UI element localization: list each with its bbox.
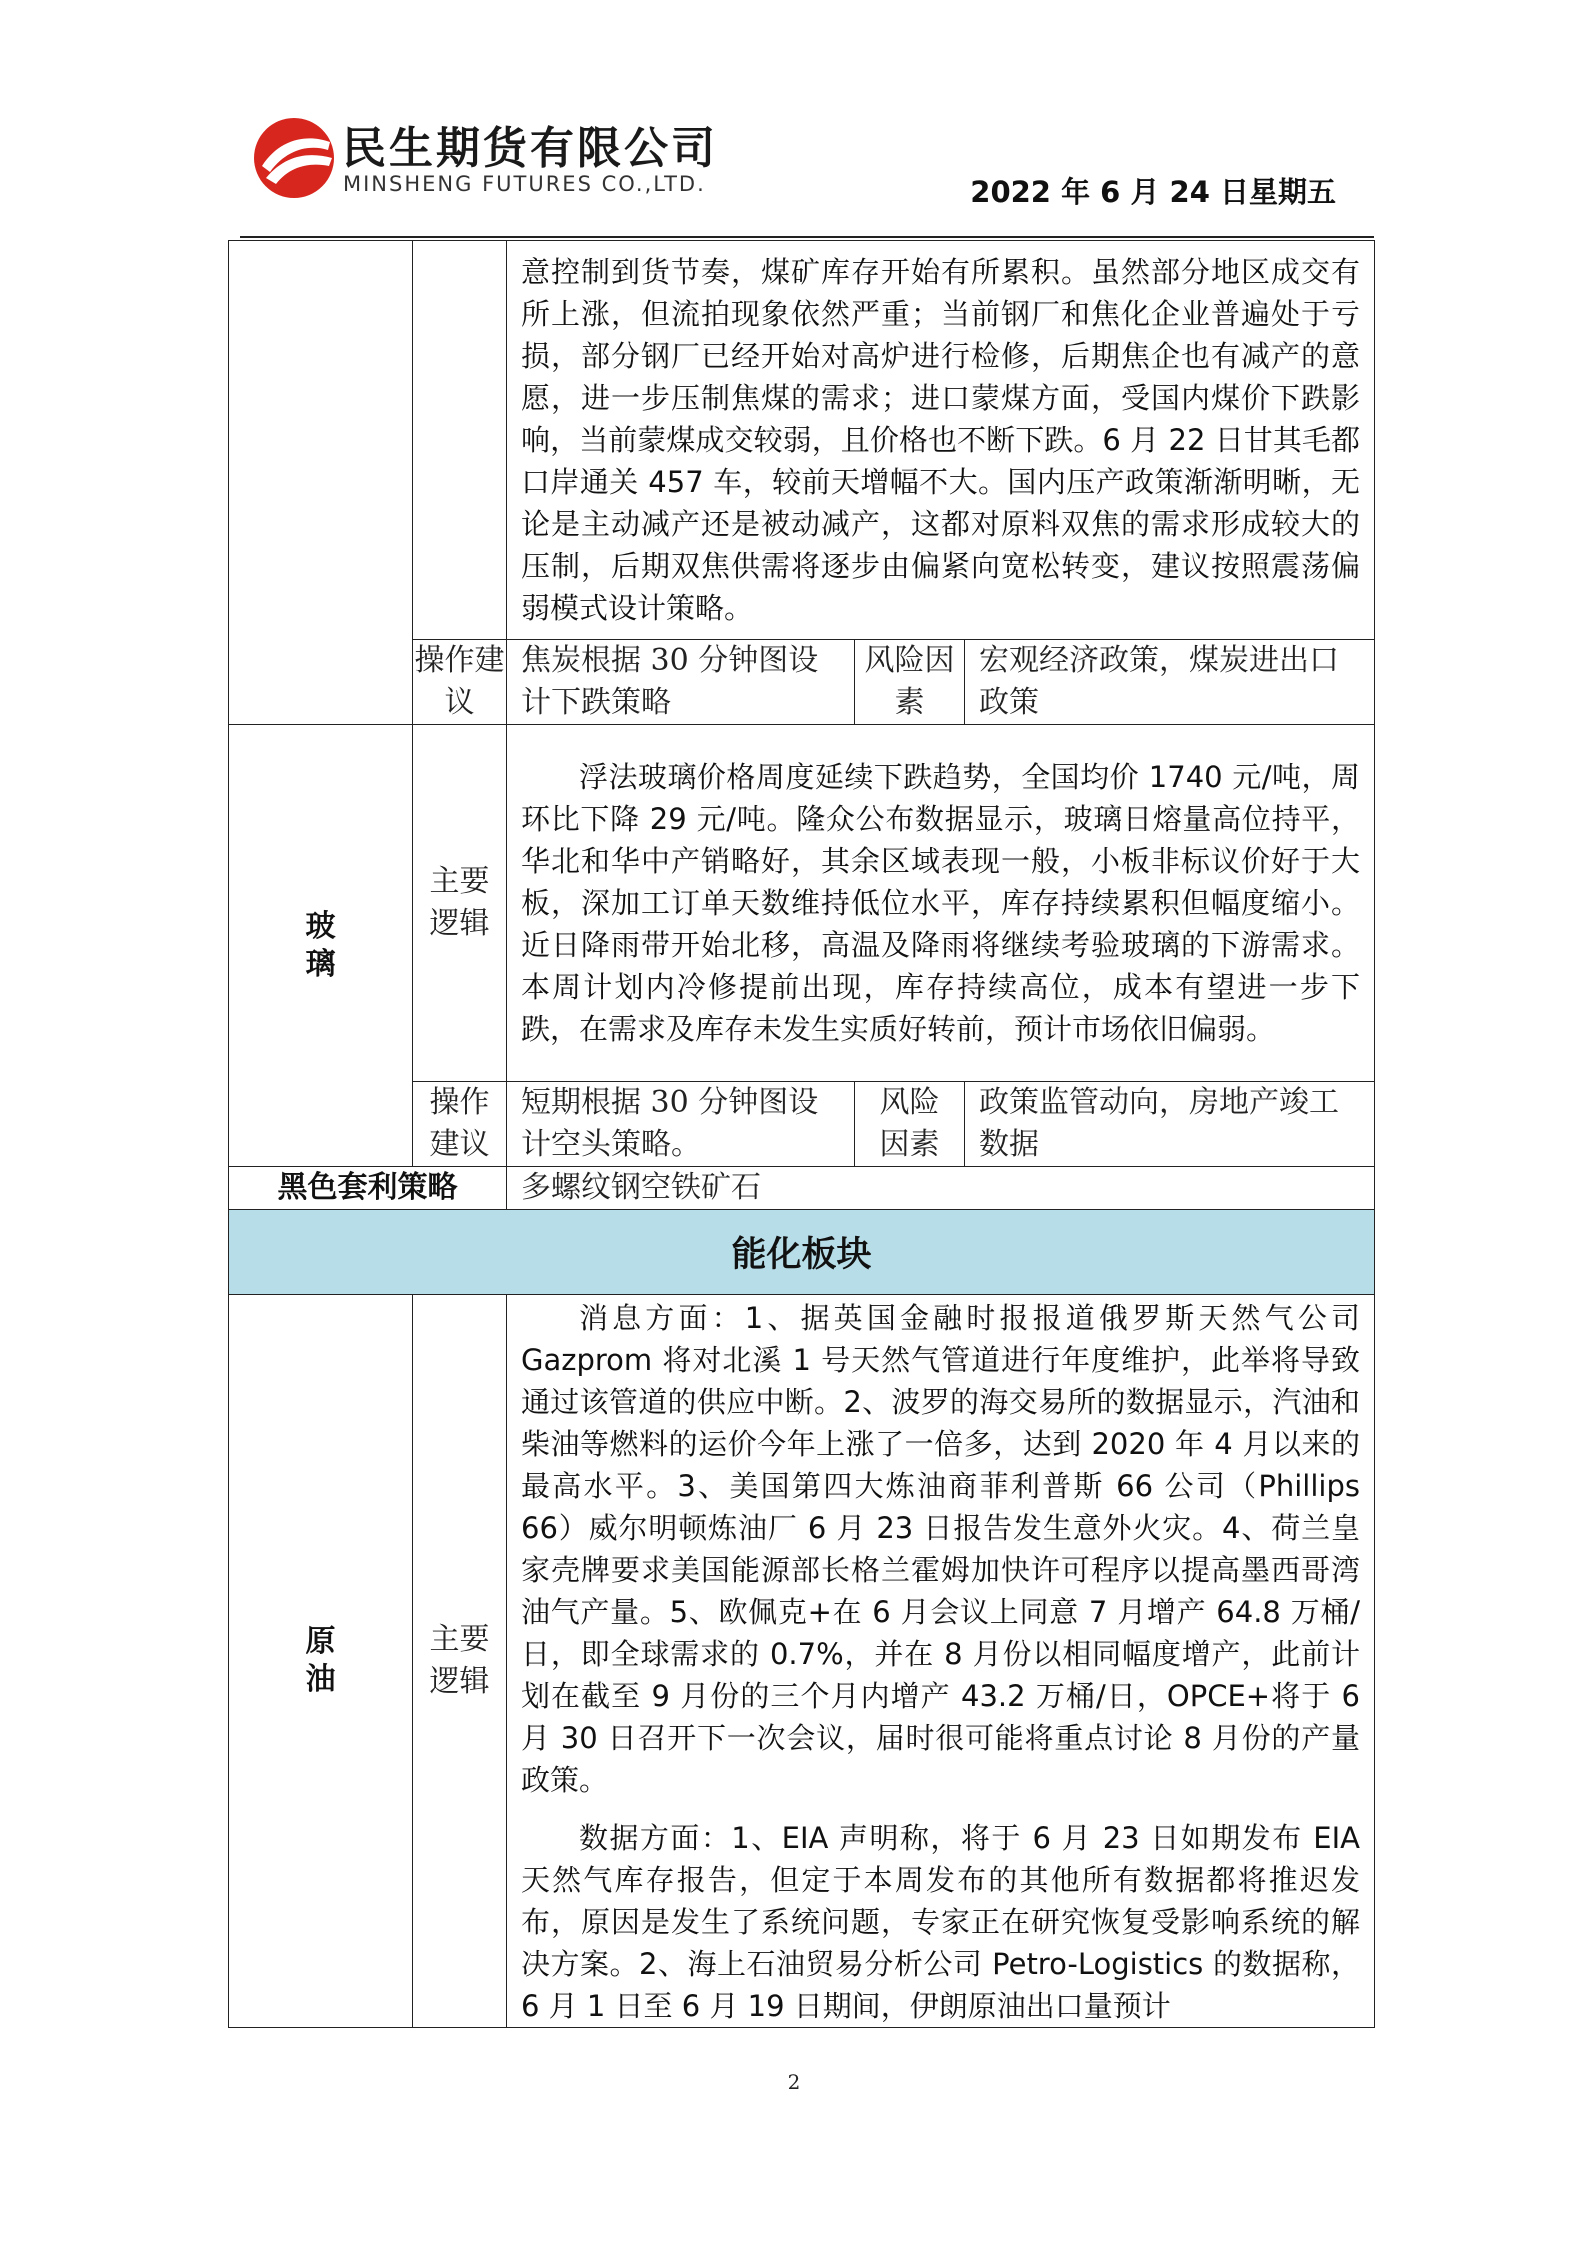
strategy-table bbox=[228, 240, 1375, 2028]
glass-logic-row bbox=[229, 725, 1375, 1082]
company-logo-icon bbox=[252, 116, 336, 200]
glass-name bbox=[229, 725, 413, 1167]
coke-name-cell bbox=[229, 241, 413, 725]
glass-name-text: 玻璃 bbox=[305, 908, 336, 982]
crude-data-text: 数据方面：1、EIA 声明称，将于 6 月 23 日如期发布 EIA 天然气库存报告，但定于本周发布的其他所有数据都将推迟发布，原因是发生了系统问题，专家正在研究恢复受影响系统的解决方案。2、海上石油贸易分析公司 Petro-Logistics 的数据称，6 月 1 日至 6 月 19 日期间，伊朗原油出口量预计 bbox=[521, 1821, 1360, 2023]
sector-header-row bbox=[229, 1210, 1375, 1295]
coke-logic-text: 意控制到货节奏，煤矿库存开始有所累积。虽然部分地区成交有所上涨，但流拍现象依然严重；当前钢厂和焦化企业普遍处于亏损，部分钢厂已经开始对高炉进行检修，后期焦企也有减产的意愿，进一步压制焦煤的需求；进口蒙煤方面，受国内煤价下跌影响，当前蒙煤成交较弱，且价格也不断下跌。6 月 22 日甘其毛都口岸通关 457 车，较前天增幅不大。国内压产政策渐渐明晰，无论是主动减产还是被动减产，这都对原料双焦的需求形成较大的压制，后期双焦供需将逐步由偏紧向宽松转变，建议按照震荡偏弱模式设计策略。 bbox=[521, 255, 1360, 625]
coke-logic-cell bbox=[507, 241, 1375, 640]
crude-logic-row bbox=[229, 1295, 1375, 2028]
arbitrage-row bbox=[229, 1167, 1375, 1210]
company-name-en: MINSHENG FUTURES CO.,LTD. bbox=[343, 172, 706, 196]
crude-name bbox=[229, 1295, 413, 2028]
coke-op-text: 焦炭根据 30 分钟图设计下跌策略 bbox=[507, 640, 855, 725]
coke-risk-text: 宏观经济政策，煤炭进出口政策 bbox=[965, 640, 1375, 725]
arbitrage-text: 多螺纹钢空铁矿石 bbox=[507, 1167, 1375, 1210]
coke-logic-row bbox=[229, 241, 1375, 640]
sector-title: 能化板块 bbox=[229, 1210, 1375, 1295]
crude-news-text: 消息方面：1、据英国金融时报报道俄罗斯天然气公司 Gazprom 将对北溪 1 号天然气管道进行年度维护，此举将导致通过该管道的供应中断。2、波罗的海交易所的数据显示，汽油和柴油等燃料的运价今年上涨了一倍多，达到 2020 年 4 月以来的最高水平。3、美国第四大炼油商菲利普斯 66 公司（Phillips 66）威尔明顿炼油厂 6 月 23 日报告发生意外火灾。4、荷兰皇家壳牌要求美国能源部长格兰霍姆加快许可程序以提高墨西哥湾油气产量。5、欧佩克+在 6 月会议上同意 7 月增产 64.8 万桶/日，即全球需求的 0.7%，并在 8 月份以相同幅度增产，此前计划在截至 9 月份的三个月内增产 43.2 万桶/日，OPCE+将于 6 月 30 日召开下一次会议，届时很可能将重点讨论 8 月份的产量政策。 bbox=[521, 1301, 1360, 1797]
header-divider bbox=[240, 236, 1374, 238]
page-number: 2 bbox=[787, 2070, 801, 2094]
glass-logic-cell bbox=[507, 725, 1375, 1082]
arbitrage-label: 黑色套利策略 bbox=[229, 1167, 507, 1210]
glass-risk-label bbox=[855, 1082, 965, 1167]
crude-logic-cell bbox=[507, 1295, 1375, 2028]
glass-logic-label bbox=[413, 725, 507, 1082]
glass-risk-text: 政策监管动向，房地产竣工数据 bbox=[965, 1082, 1375, 1167]
glass-op-label-text: 操作建议 bbox=[429, 1085, 490, 1162]
crude-name-text: 原油 bbox=[305, 1624, 336, 1697]
company-name-cn: 民生期货有限公司 bbox=[342, 123, 718, 174]
glass-op-text: 短期根据 30 分钟图设计空头策略。 bbox=[507, 1082, 855, 1167]
coke-op-label: 操作建议 bbox=[413, 640, 507, 725]
crude-logic-label-text: 主要逻辑 bbox=[429, 1622, 490, 1699]
glass-logic-text: 浮法玻璃价格周度延续下跌趋势，全国均价 1740 元/吨，周环比下降 29 元/吨。隆众公布数据显示，玻璃日熔量高位持平，华北和华中产销略好，其余区域表现一般，小板非标议价好于大板，深加工订单天数维持低位水平，库存持续累积但幅度缩小。近日降雨带开始北移，高温及降雨将继续考验玻璃的下游需求。本周计划内冷修提前出现，库存持续高位，成本有望进一步下跌，在需求及库存未发生实质好转前，预计市场依旧偏弱。 bbox=[521, 760, 1360, 1046]
crude-logic-label bbox=[413, 1295, 507, 2028]
glass-risk-label-text: 风险因素 bbox=[879, 1085, 940, 1162]
coke-logic-label-cell bbox=[413, 241, 507, 640]
glass-op-label bbox=[413, 1082, 507, 1167]
report-date: 2022 年 6 月 24 日星期五 bbox=[970, 175, 1336, 209]
page-header bbox=[0, 0, 1588, 240]
glass-logic-label-text: 主要逻辑 bbox=[429, 864, 490, 941]
coke-risk-label: 风险因素 bbox=[855, 640, 965, 725]
